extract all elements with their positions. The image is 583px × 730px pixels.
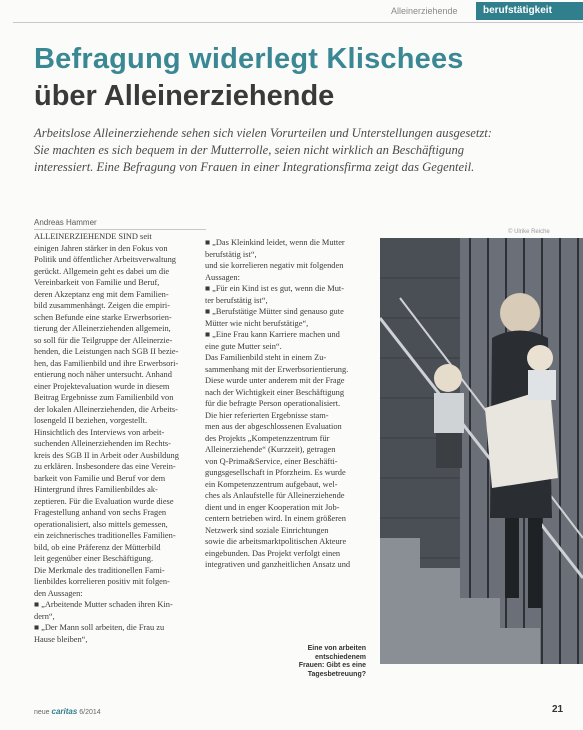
body-text-line: Vereinbarkeit von Familie und Beruf, — [34, 278, 160, 287]
body-text-line: Die Merkmale des traditionellen Fami- — [34, 565, 165, 575]
body-text-line: ■ „Das Kleinkind leidet, wenn die Mutter — [205, 238, 345, 247]
caption-line: entschiedenem — [315, 653, 366, 661]
headline-line-1: Befragung widerlegt Klischees — [34, 43, 464, 75]
body-text-line: Politik und öffentlicher Arbeitsverwaltung — [34, 255, 176, 264]
body-text-line: Hinsichtlich des Interviews von arbeit- — [34, 427, 165, 437]
body-text-line: ■ „Eine Frau kann Karriere machen und — [205, 330, 340, 339]
lead-paragraph — [34, 125, 574, 176]
body-text-line: ein zeichnerisches traditionelles Familien- — [34, 531, 176, 540]
body-text-line: ter berufstätig ist“, — [205, 295, 268, 305]
author-name: Andreas Hammer — [34, 218, 97, 227]
body-text-line: lienbildes korrelieren positiv mit folgen- — [34, 577, 170, 586]
header-rule — [13, 22, 583, 23]
body-text-line: schen Befunde eine starke Erwerbsorien- — [34, 312, 172, 322]
body-text-line: ■ „Arbeitende Mutter schaden ihren Kin- — [34, 600, 173, 609]
body-text-line: ches als Anlaufstelle für Alleinerziehende — [205, 491, 345, 500]
body-text-line: eingebunden. Das Projekt verfolgt einen — [205, 548, 341, 558]
caption-line: Tagesbetreuung? — [307, 670, 366, 678]
body-text-line: so soll für die Teilgruppe der Alleinerzie- — [34, 335, 173, 345]
body-text-line: eine gute Mutter sein“. — [205, 341, 282, 351]
photo-credit: © Ulrike Reiche — [508, 229, 550, 235]
body-text-line: einer Projektevaluation wurde in diesem — [34, 381, 170, 391]
photo-illustration — [380, 238, 583, 664]
body-text-line: barkeit von Familie und Beruf vor dem — [34, 473, 166, 483]
footer-prefix: neue — [34, 709, 50, 716]
body-text-line: den Aussagen: — [34, 588, 83, 598]
body-text-line: sowie die arbeitsmarktpolitischen Akteure — [205, 537, 347, 546]
body-text-line: dern“, — [34, 611, 55, 621]
body-text-line: zeptieren. Für die Evaluation wurde diese — [34, 496, 174, 506]
body-text-line: deren Akzeptanz eng mit dem Familien- — [34, 289, 169, 299]
staircase-photo — [380, 238, 583, 664]
body-text-line: henden, die Leistungen nach SGB II bezie- — [34, 347, 179, 356]
body-text-line: leit gegenüber einer Beschäftigung. — [34, 554, 154, 563]
body-text-line: Netzwerk sind soziale Einrichtungen — [205, 525, 329, 535]
body-text-line: dient und in enger Kooperation mit Job- — [205, 502, 340, 512]
body-text-line: Mütter wie nicht berufstätige“, — [205, 318, 309, 328]
body-text-line: Beitrag Ergebnisse zum Familienbild von — [34, 393, 174, 402]
body-text-line: Aussagen: — [205, 272, 240, 282]
text-column-2 — [205, 237, 377, 571]
body-text-line: gerückt. Allgemein geht es dabei um die — [34, 266, 170, 276]
page-number: 21 — [552, 704, 564, 715]
body-text-line: für die befragte Person operationalisiert. — [205, 399, 341, 408]
body-text-line: Hause bleiben“, — [34, 634, 88, 644]
footer-publication — [34, 707, 101, 716]
body-text-line: der lokalen Alleinerziehenden, die Arbeits- — [34, 404, 178, 414]
body-text-line: suchenden Alleinerziehenden im Rechts- — [34, 439, 171, 448]
body-text-line: integrativen und ganzheitlichen Ansatz und — [205, 560, 351, 569]
caption-line: Frauen: Gibt es eine — [298, 662, 366, 670]
body-text-line: Die hier referierten Ergebnisse stam- — [205, 410, 329, 420]
body-text-line: nach der Wichtigkeit einer Beschäftigung — [205, 387, 345, 397]
body-text-line: ■ „Berufstätige Mütter sind genauso gute — [205, 307, 344, 316]
footer-issue: 6/2014 — [79, 709, 101, 716]
lead-line: Arbeitslose Alleinerziehende sehen sich vielen Vorurteilen und Unterstellungen ausgesetzt: — [34, 126, 492, 140]
text-column-1 — [34, 231, 206, 645]
body-text-line: Alleinerziehende“ (Kurzzeit), getragen — [205, 445, 336, 454]
footer-brand: caritas — [51, 707, 78, 716]
body-text-line: ■ „Für ein Kind ist es gut, wenn die Mut- — [205, 284, 345, 293]
body-text-line: sammenhang mit der Erwerbsorientierung. — [205, 364, 349, 374]
body-text-line: Fragestellung anhand von sechs Fragen — [34, 508, 167, 517]
body-text-line: ein Kompetenzzentrum aufgebaut, wel- — [205, 479, 338, 489]
lead-line: Sie machten es sich bequem in der Mutterrolle, seien nicht wirklich an Beschäftigung — [34, 143, 465, 157]
section-label: Alleinerziehende — [391, 6, 458, 16]
body-text-line: des Projekts „Kompetenzzentrum für — [205, 433, 330, 443]
headline-line-2: über Alleinerziehende — [34, 80, 335, 112]
body-text-line: entierung noch näher untersucht. Anhand — [34, 370, 172, 379]
body-text-line: Diese wurde unter anderem mit der Frage — [205, 376, 345, 385]
body-text-line: losengeld II beziehen, vorgestellt. — [34, 416, 148, 425]
body-text-line: und sie korrelieren negativ mit folgenden — [205, 261, 344, 270]
body-text-line: ■ „Der Mann soll arbeiten, die Frau zu — [34, 623, 165, 632]
body-text-line: Hintergrund ihres Familienbildes ak- — [34, 485, 158, 494]
caption-line: Eine von arbeiten — [307, 645, 366, 652]
body-text-line: operationalisiert, also mittels gemessen, — [34, 519, 168, 529]
body-text-line: gungsgesellschaft in Pforzheim. Es wurde — [205, 468, 346, 477]
photo-caption — [282, 645, 366, 679]
lead-line: interessiert. Eine Befragung von Frauen in einer Integrationsfirma zeigt das Gegenteil. — [34, 160, 475, 174]
body-text-line: centern betrieben wird. In einem größeren — [205, 514, 346, 523]
body-text-line: kreis des SGB II in Arbeit oder Ausbildung — [34, 450, 179, 460]
body-text-line: zu erklären. Insbesondere das eine Verein- — [34, 462, 176, 471]
body-text-line: hen, das Familienbild und ihre Erwerbsori- — [34, 358, 179, 368]
body-text-line: ALLEINERZIEHENDE SIND seit — [34, 232, 152, 241]
body-text-line: bild zusammenhängt. Zeigen die empiri- — [34, 301, 171, 310]
author-rule — [34, 229, 206, 230]
body-text-line: Das Familienbild steht in einem Zu- — [205, 353, 327, 362]
section-tag: berufstätigkeit — [476, 2, 583, 20]
body-text-line: tierung der Alleinerziehenden allgemein, — [34, 324, 171, 333]
body-text-line: men aus der abgeschlossenen Evaluation — [205, 422, 342, 431]
body-text-line: bild, ob eine Präferenz der Mütterbild — [34, 542, 161, 552]
body-text-line: berufstätig ist“, — [205, 249, 257, 259]
body-text-line: von Q-Prima&Service, einer Beschäfti- — [205, 456, 338, 466]
body-text-line: einigen Jahren stärker in den Fokus von — [34, 243, 168, 253]
